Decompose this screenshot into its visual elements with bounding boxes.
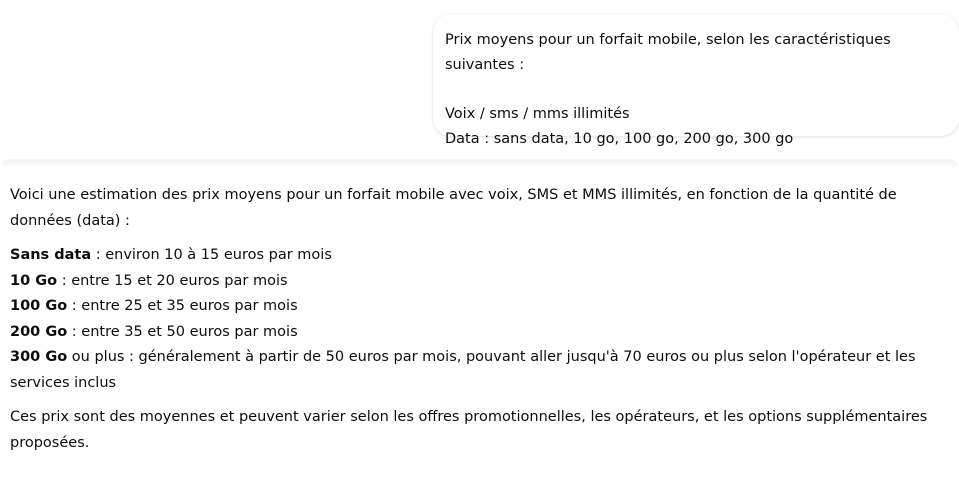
price-list [10,243,949,396]
user-message-bubble [433,14,959,147]
price-item-text: ou plus : généralement à partir de 50 euros par mois, pouvant aller jusqu'à 70 euros ou plus selon l'opérateur et les services inclus [10,349,916,391]
price-item-text: : entre 15 et 20 euros par mois [57,272,288,289]
price-item-label: Sans data [10,247,92,263]
price-item [10,345,949,396]
assistant-intro: Voici une estimation des prix moyens pour un forfait mobile avec voix, SMS et MMS illimités, en fonction de la quantité de données (data) : [10,187,897,229]
price-item-text: : entre 35 et 50 euros par mois [67,323,298,340]
user-message-line: Data : sans data, 10 go, 100 go, 200 go, 300 go [445,131,794,147]
assistant-message [0,159,959,486]
blank-line [445,78,947,102]
price-item-label: 200 Go [10,323,68,340]
price-item [10,243,949,269]
user-message-line: Voix / sms / mms illimités [445,106,630,122]
price-item-label: 10 Go [10,272,58,289]
user-message-line: Prix moyens pour un forfait mobile, selon les caractéristiques suivantes : [445,32,891,73]
assistant-conclusion: Ces prix sont des moyennes et peuvent varier selon les offres promotionnelles, les opérateurs, et les options supplémentaires proposées. [10,409,928,451]
price-item [10,320,949,346]
price-item-label: 300 Go [10,349,68,365]
price-item-text: : entre 25 et 35 euros par mois [67,298,298,314]
price-item [10,269,949,295]
price-item [10,294,949,320]
price-item-label: 100 Go [10,298,68,314]
price-item-text: : environ 10 à 15 euros par mois [91,247,332,263]
